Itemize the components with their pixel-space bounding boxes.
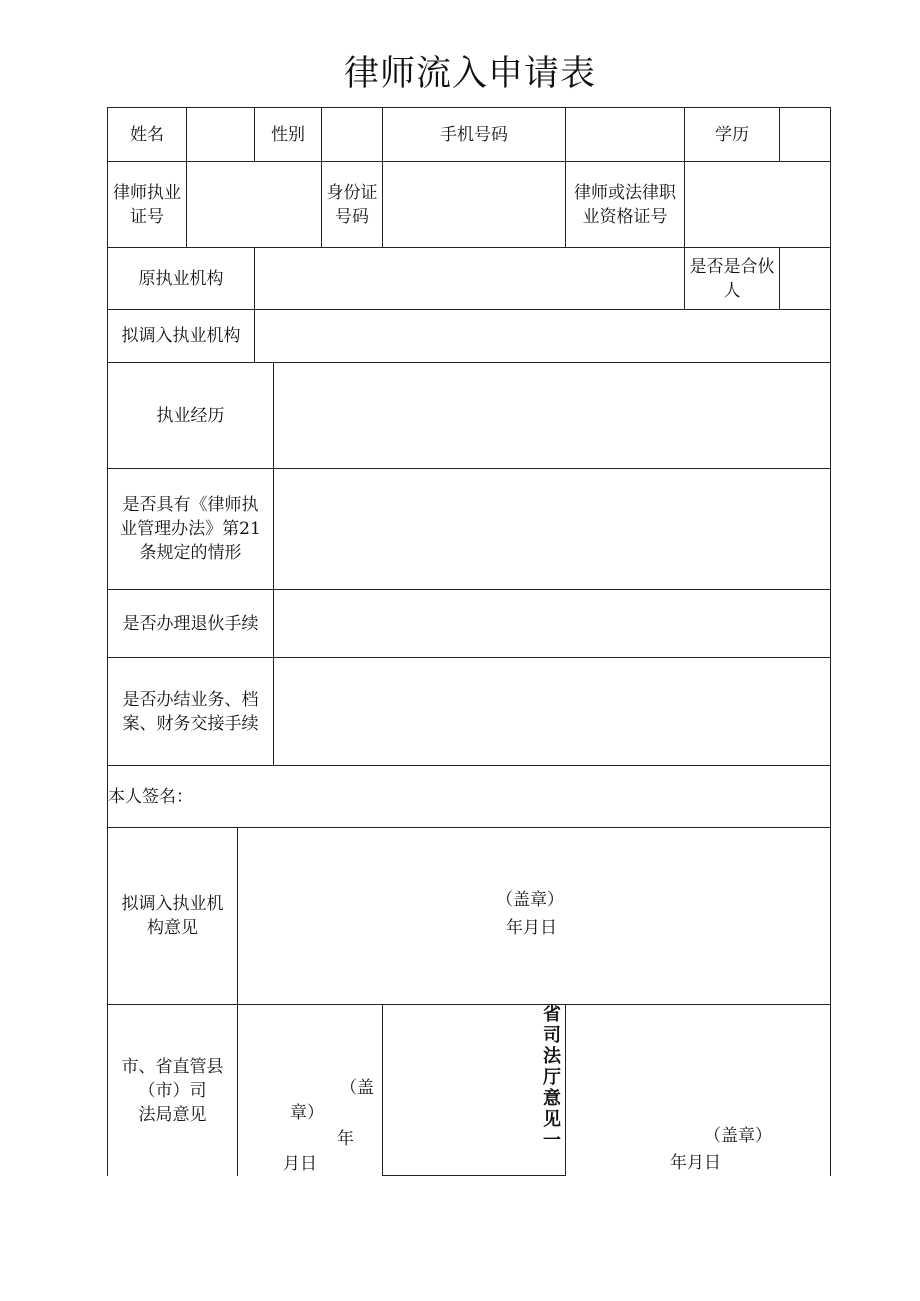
partner-label: 是否是合伙 人: [684, 247, 780, 310]
handover-label: 是否办结业务、档 案、财务交接手续: [107, 657, 274, 766]
experience-field[interactable]: [273, 362, 831, 469]
article21-label: 是否具有《律师执 业管理办法》第21 条规定的情形: [107, 468, 274, 590]
education-label: 学历: [684, 107, 780, 162]
city-date-text: 月日: [283, 1154, 317, 1174]
name-label: 姓名: [107, 107, 187, 162]
former-org-label: 原执业机构: [107, 247, 255, 310]
gender-label: 性别: [254, 107, 322, 162]
signature-label: 本人签名：: [108, 786, 193, 807]
withdraw-field[interactable]: [273, 589, 831, 658]
phone-field[interactable]: [565, 107, 685, 162]
form-title: 律师流入申请表: [343, 54, 596, 94]
former-org-field[interactable]: [254, 247, 685, 310]
withdraw-label: 是否办理退伙手续: [107, 589, 274, 658]
handover-field[interactable]: [273, 657, 831, 766]
city-year-text: 年: [337, 1129, 354, 1149]
city-bureau-label: 市、省直管县 （市）司 法局意见: [107, 1004, 238, 1176]
article21-field[interactable]: [273, 468, 831, 590]
target-opinion-label: 拟调入执业机 构意见: [107, 827, 238, 1005]
license-label: 律师执业 证号: [107, 161, 187, 248]
province-opinion-middle[interactable]: [382, 1004, 566, 1176]
province-seal-text: （盖章）: [704, 1126, 772, 1146]
gender-field[interactable]: [321, 107, 383, 162]
province-date-text: 年月日: [670, 1153, 721, 1173]
qualification-label: 律师或法律职 业资格证号: [565, 161, 685, 248]
phone-label: 手机号码: [382, 107, 566, 162]
province-opinion-label: 省司法厅意见一: [543, 1004, 561, 1151]
target-date-text: 年月日: [506, 918, 557, 938]
target-org-label: 拟调入执业机构: [107, 309, 255, 363]
id-number-field[interactable]: [382, 161, 566, 248]
license-field[interactable]: [186, 161, 322, 248]
signature-field[interactable]: [107, 765, 831, 828]
partner-field[interactable]: [779, 247, 831, 310]
name-field[interactable]: [186, 107, 255, 162]
city-seal-text-2: 章）: [290, 1103, 324, 1123]
target-seal-text: （盖章）: [496, 890, 564, 910]
id-number-label: 身份证 号码: [321, 161, 383, 248]
city-seal-text-1: （盖: [340, 1078, 374, 1098]
qualification-field[interactable]: [684, 161, 831, 248]
education-field[interactable]: [779, 107, 831, 162]
experience-label: 执业经历: [107, 362, 274, 469]
target-org-field[interactable]: [254, 309, 831, 363]
